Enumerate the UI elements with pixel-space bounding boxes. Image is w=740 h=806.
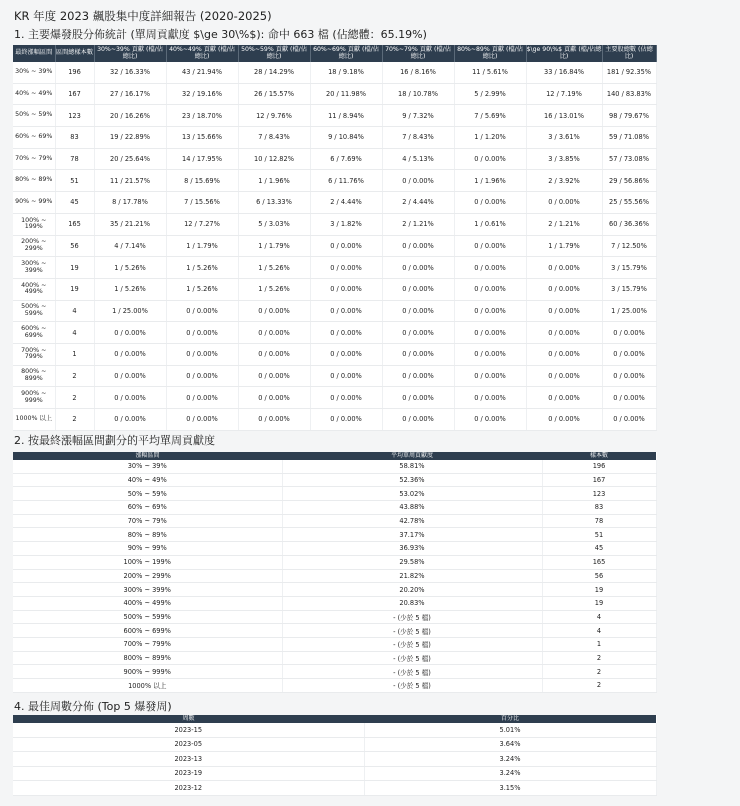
table-cell: 0 / 0.00% — [526, 365, 602, 387]
table-cell: 900% ~ 999% — [13, 665, 282, 679]
table-header-row — [13, 452, 656, 460]
table-cell: 2 — [55, 365, 94, 387]
table-cell: 13 / 15.66% — [166, 127, 238, 149]
report-title: KR 年度 2023 飆股集中度詳細報告 (2020-2025) — [14, 9, 272, 23]
table-cell: 0 / 0.00% — [310, 365, 382, 387]
table-cell: 1 / 25.00% — [602, 300, 656, 322]
table-cell: 27 / 16.17% — [94, 83, 166, 105]
table-cell: 60 / 36.36% — [602, 213, 656, 235]
table-cell: 0 / 0.00% — [310, 278, 382, 300]
table-cell: 100% ~ 199% — [13, 213, 55, 235]
table-cell: 0 / 0.00% — [454, 300, 526, 322]
table-row — [13, 501, 656, 515]
column-header: 周數 — [13, 715, 364, 723]
table-cell: 7 / 8.43% — [238, 127, 310, 149]
table-cell: 0 / 0.00% — [526, 387, 602, 409]
table-row — [13, 105, 656, 127]
table-cell: 4 — [55, 300, 94, 322]
table-cell: 14 / 17.95% — [166, 148, 238, 170]
table-row — [13, 766, 656, 781]
table-cell: 32 / 19.16% — [166, 83, 238, 105]
table-cell: 58.81% — [282, 460, 542, 473]
table-cell: 3 / 3.85% — [526, 148, 602, 170]
table-row — [13, 583, 656, 597]
table-cell: 0 / 0.00% — [238, 409, 310, 431]
table-cell: 0 / 0.00% — [238, 365, 310, 387]
table-cell: 0 / 0.00% — [382, 278, 454, 300]
table-cell: 0 / 0.00% — [166, 322, 238, 344]
table-cell: 0 / 0.00% — [602, 322, 656, 344]
table-cell: 11 / 5.61% — [454, 62, 526, 83]
table-cell: 0 / 0.00% — [94, 387, 166, 409]
table-cell: 0 / 0.00% — [526, 257, 602, 279]
table-row — [13, 555, 656, 569]
table-cell: 35 / 21.21% — [94, 213, 166, 235]
table-cell: 3.64% — [364, 737, 656, 752]
table-cell: 3 / 1.82% — [310, 213, 382, 235]
table-cell: 700% ~ 799% — [13, 637, 282, 651]
table-cell: 0 / 0.00% — [454, 192, 526, 214]
table-cell: 40% ~ 49% — [13, 83, 55, 105]
table-cell: 800% ~ 899% — [13, 365, 55, 387]
table-cell: 30% ~ 39% — [13, 460, 282, 473]
table-cell: 42.78% — [282, 514, 542, 528]
column-header: 60%~69% 貢獻 (檔/佔總比) — [310, 45, 382, 62]
table-cell: 16 / 13.01% — [526, 105, 602, 127]
table-cell: 2023-15 — [13, 723, 364, 737]
table-row — [13, 651, 656, 665]
table-cell: 0 / 0.00% — [310, 257, 382, 279]
table-row — [13, 528, 656, 542]
table-cell: 78 — [542, 514, 656, 528]
table-cell: 20.83% — [282, 596, 542, 610]
table-cell: 0 / 0.00% — [454, 343, 526, 365]
table-cell: 30% ~ 39% — [13, 62, 55, 83]
table-row — [13, 62, 656, 83]
table-row — [13, 487, 656, 501]
table-cell: 1 / 1.96% — [454, 170, 526, 192]
table-cell: 32 / 16.33% — [94, 62, 166, 83]
table-cell: 2 / 1.21% — [526, 213, 602, 235]
table-row — [13, 624, 656, 638]
table-cell: 400% ~ 499% — [13, 596, 282, 610]
table-cell: 18 / 10.78% — [382, 83, 454, 105]
table-row — [13, 83, 656, 105]
table-row — [13, 322, 656, 344]
table-cell: 0 / 0.00% — [602, 365, 656, 387]
table-row — [13, 473, 656, 487]
table-row — [13, 610, 656, 624]
table-cell: 10 / 12.82% — [238, 148, 310, 170]
table-row — [13, 387, 656, 409]
table-cell: 16 / 8.16% — [382, 62, 454, 83]
column-header: 50%~59% 貢獻 (檔/佔總比) — [238, 45, 310, 62]
table-row — [13, 637, 656, 651]
table-cell: 29.58% — [282, 555, 542, 569]
table-cell: 50% ~ 59% — [13, 105, 55, 127]
table-cell: 26 / 15.57% — [238, 83, 310, 105]
table-cell: - (少於 5 檔) — [282, 651, 542, 665]
table-cell: 1 / 1.79% — [166, 235, 238, 257]
table-row — [13, 596, 656, 610]
table-row — [13, 460, 656, 473]
table-cell: 9 / 10.84% — [310, 127, 382, 149]
table-cell: 1 / 0.61% — [454, 213, 526, 235]
table-cell: 45 — [542, 542, 656, 556]
table-cell: 51 — [542, 528, 656, 542]
table-cell: 1 / 1.20% — [454, 127, 526, 149]
table-cell: 6 / 11.76% — [310, 170, 382, 192]
table-cell: 2023-12 — [13, 781, 364, 796]
column-header: 百分比 — [364, 715, 656, 723]
table-cell: 700% ~ 799% — [13, 343, 55, 365]
table-cell: 2023-13 — [13, 752, 364, 767]
table-cell: 83 — [55, 127, 94, 149]
table-cell: 2 / 3.92% — [526, 170, 602, 192]
table-row — [13, 127, 656, 149]
table-cell: 0 / 0.00% — [382, 387, 454, 409]
table-cell: 8 / 17.78% — [94, 192, 166, 214]
table-cell: 0 / 0.00% — [238, 322, 310, 344]
table-cell: 80% ~ 89% — [13, 528, 282, 542]
table-cell: 300% ~ 399% — [13, 583, 282, 597]
table-row — [13, 148, 656, 170]
table-cell: 165 — [542, 555, 656, 569]
table-cell: 8 / 15.69% — [166, 170, 238, 192]
table-cell: 0 / 0.00% — [310, 235, 382, 257]
table-cell: 6 / 13.33% — [238, 192, 310, 214]
table-row — [13, 679, 656, 693]
table-cell: 3.15% — [364, 781, 656, 796]
table-cell: 2 / 4.44% — [382, 192, 454, 214]
table-cell: 600% ~ 699% — [13, 624, 282, 638]
table-cell: 20 / 11.98% — [310, 83, 382, 105]
table-cell: 167 — [55, 83, 94, 105]
table-cell: 28 / 14.29% — [238, 62, 310, 83]
table-cell: 45 — [55, 192, 94, 214]
table-cell: 6 / 7.69% — [310, 148, 382, 170]
table-cell: 1 — [542, 637, 656, 651]
table-cell: 7 / 15.56% — [166, 192, 238, 214]
table-cell: 19 — [542, 596, 656, 610]
table-cell: 4 / 5.13% — [382, 148, 454, 170]
table-cell: 51 — [55, 170, 94, 192]
table-cell: 3 / 15.79% — [602, 278, 656, 300]
table-cell: 7 / 8.43% — [382, 127, 454, 149]
table-cell: 0 / 0.00% — [454, 365, 526, 387]
table-row — [13, 781, 656, 796]
table-cell: 90% ~ 99% — [13, 542, 282, 556]
table-cell: 1 / 5.26% — [94, 278, 166, 300]
table-cell: 56 — [542, 569, 656, 583]
table-cell: 23 / 18.70% — [166, 105, 238, 127]
table-cell: 2 — [542, 679, 656, 693]
table-cell: 1 / 5.26% — [166, 278, 238, 300]
table-cell: 9 / 7.32% — [382, 105, 454, 127]
table-cell: 3.24% — [364, 752, 656, 767]
table-cell: 11 / 21.57% — [94, 170, 166, 192]
average-contribution-table — [13, 452, 657, 693]
table-cell: 0 / 0.00% — [454, 387, 526, 409]
table-cell: 1 / 5.26% — [238, 257, 310, 279]
table-cell: 0 / 0.00% — [382, 300, 454, 322]
table-cell: 7 / 5.69% — [454, 105, 526, 127]
table-cell: 2 — [55, 387, 94, 409]
table-cell: 21.82% — [282, 569, 542, 583]
column-header: 主要股總數 (佔總比) — [602, 45, 656, 62]
table-row — [13, 723, 656, 737]
table-cell: 40% ~ 49% — [13, 473, 282, 487]
table-row — [13, 170, 656, 192]
section4-heading: 4. 最佳周數分佈 (Top 5 爆發周) — [14, 700, 172, 713]
table-cell: 167 — [542, 473, 656, 487]
table-cell: 0 / 0.00% — [310, 322, 382, 344]
table-cell: 800% ~ 899% — [13, 651, 282, 665]
table-cell: 12 / 9.76% — [238, 105, 310, 127]
table-cell: 0 / 0.00% — [454, 322, 526, 344]
table-cell: 80% ~ 89% — [13, 170, 55, 192]
table-row — [13, 343, 656, 365]
table-cell: 90% ~ 99% — [13, 192, 55, 214]
table-cell: 18 / 9.18% — [310, 62, 382, 83]
table-row — [13, 569, 656, 583]
table-cell: 4 — [542, 610, 656, 624]
table-cell: 0 / 0.00% — [526, 343, 602, 365]
table-cell: 1 — [55, 343, 94, 365]
table-header-row — [13, 45, 656, 62]
table-cell: 0 / 0.00% — [166, 365, 238, 387]
table-row — [13, 752, 656, 767]
table-cell: 0 / 0.00% — [454, 278, 526, 300]
table-cell: 3 / 15.79% — [602, 257, 656, 279]
table-cell: 1 / 1.96% — [238, 170, 310, 192]
table-cell: 0 / 0.00% — [166, 409, 238, 431]
table-cell: 0 / 0.00% — [382, 257, 454, 279]
table-row — [13, 737, 656, 752]
table-cell: 0 / 0.00% — [382, 170, 454, 192]
table-cell: 98 / 79.67% — [602, 105, 656, 127]
column-header: 區間總樣本數 — [55, 45, 94, 62]
table-cell: - (少於 5 檔) — [282, 665, 542, 679]
table-cell: 1000% 以上 — [13, 409, 55, 431]
table-cell: 57 / 73.08% — [602, 148, 656, 170]
table-cell: 20 / 16.26% — [94, 105, 166, 127]
table-cell: 0 / 0.00% — [166, 300, 238, 322]
table-cell: 53.02% — [282, 487, 542, 501]
table-row — [13, 300, 656, 322]
table-cell: 900% ~ 999% — [13, 387, 55, 409]
table-cell: 0 / 0.00% — [238, 343, 310, 365]
table-cell: 0 / 0.00% — [454, 257, 526, 279]
table-cell: 196 — [542, 460, 656, 473]
table-cell: 5.01% — [364, 723, 656, 737]
table-cell: 7 / 12.50% — [602, 235, 656, 257]
table-cell: 4 — [55, 322, 94, 344]
table-cell: 36.93% — [282, 542, 542, 556]
table-row — [13, 409, 656, 431]
table-cell: 0 / 0.00% — [382, 322, 454, 344]
table-cell: 20 / 25.64% — [94, 148, 166, 170]
table-cell: 1 / 25.00% — [94, 300, 166, 322]
table-cell: 0 / 0.00% — [602, 343, 656, 365]
table-cell: 3.24% — [364, 766, 656, 781]
table-cell: 0 / 0.00% — [94, 409, 166, 431]
table-cell: 1 / 1.79% — [526, 235, 602, 257]
table-cell: 0 / 0.00% — [310, 343, 382, 365]
table-row — [13, 665, 656, 679]
table-cell: 37.17% — [282, 528, 542, 542]
table-cell: - (少於 5 檔) — [282, 624, 542, 638]
table-row — [13, 278, 656, 300]
table-cell: 0 / 0.00% — [526, 278, 602, 300]
column-header: 平均單周貢獻度 — [282, 452, 542, 460]
table-cell: 56 — [55, 235, 94, 257]
table-cell: 12 / 7.19% — [526, 83, 602, 105]
table-row — [13, 235, 656, 257]
table-cell: 0 / 0.00% — [94, 365, 166, 387]
table-cell: 20.20% — [282, 583, 542, 597]
table-cell: 43.88% — [282, 501, 542, 515]
table-cell: 12 / 7.27% — [166, 213, 238, 235]
table-cell: 29 / 56.86% — [602, 170, 656, 192]
table-cell: 0 / 0.00% — [526, 409, 602, 431]
column-header: $\ge 90\%$ 貢獻 (檔/佔總比) — [526, 45, 602, 62]
column-header: 樣本數 — [542, 452, 656, 460]
table-cell: 0 / 0.00% — [310, 300, 382, 322]
table-cell: 70% ~ 79% — [13, 148, 55, 170]
table-cell: 2 — [542, 651, 656, 665]
table-cell: 0 / 0.00% — [382, 343, 454, 365]
table-cell: 50% ~ 59% — [13, 487, 282, 501]
table-cell: 2023-19 — [13, 766, 364, 781]
table-cell: 11 / 8.94% — [310, 105, 382, 127]
table-cell: 0 / 0.00% — [454, 235, 526, 257]
section2-heading: 2. 按最終漲幅區間劃分的平均單周貢獻度 — [14, 434, 215, 447]
table-cell: 165 — [55, 213, 94, 235]
table-cell: 60% ~ 69% — [13, 127, 55, 149]
table-cell: 1 / 5.26% — [166, 257, 238, 279]
table-cell: 0 / 0.00% — [94, 343, 166, 365]
table-cell: 1 / 5.26% — [94, 257, 166, 279]
column-header: 漲幅區間 — [13, 452, 282, 460]
table-cell: 52.36% — [282, 473, 542, 487]
table-row — [13, 257, 656, 279]
table-cell: 70% ~ 79% — [13, 514, 282, 528]
table-cell: 500% ~ 599% — [13, 300, 55, 322]
table-cell: 0 / 0.00% — [526, 322, 602, 344]
table-cell: 4 / 7.14% — [94, 235, 166, 257]
table-cell: 200% ~ 299% — [13, 235, 55, 257]
table-cell: 0 / 0.00% — [602, 387, 656, 409]
table-cell: 123 — [542, 487, 656, 501]
table-cell: 2 / 1.21% — [382, 213, 454, 235]
table-row — [13, 542, 656, 556]
table-cell: 300% ~ 399% — [13, 257, 55, 279]
table-cell: 5 / 2.99% — [454, 83, 526, 105]
section1-heading: 1. 主要爆發股分佈統計 (單周貢獻度 $\ge 30\%$): 命中 663 檔 (佔總體：65.19%) — [14, 28, 427, 41]
table-cell: 196 — [55, 62, 94, 83]
table-cell: 0 / 0.00% — [454, 148, 526, 170]
table-cell: 19 — [55, 257, 94, 279]
table-cell: 33 / 16.84% — [526, 62, 602, 83]
table-cell: 19 — [542, 583, 656, 597]
table-cell: 400% ~ 499% — [13, 278, 55, 300]
table-cell: 0 / 0.00% — [238, 387, 310, 409]
table-header-row — [13, 715, 656, 723]
table-cell: 19 — [55, 278, 94, 300]
table-cell: 25 / 55.56% — [602, 192, 656, 214]
table-row — [13, 192, 656, 214]
column-header: 40%~49% 貢獻 (檔/佔總比) — [166, 45, 238, 62]
table-cell: 0 / 0.00% — [382, 235, 454, 257]
table-cell: 0 / 0.00% — [382, 365, 454, 387]
table-cell: 600% ~ 699% — [13, 322, 55, 344]
table-cell: 59 / 71.08% — [602, 127, 656, 149]
table-cell: 100% ~ 199% — [13, 555, 282, 569]
table-cell: 0 / 0.00% — [238, 300, 310, 322]
table-cell: - (少於 5 檔) — [282, 679, 542, 693]
table-cell: - (少於 5 檔) — [282, 610, 542, 624]
table-cell: 1 / 1.79% — [238, 235, 310, 257]
table-cell: 200% ~ 299% — [13, 569, 282, 583]
table-cell: 0 / 0.00% — [382, 409, 454, 431]
table-cell: 0 / 0.00% — [94, 322, 166, 344]
table-cell: 0 / 0.00% — [166, 387, 238, 409]
column-header: 30%~39% 貢獻 (檔/佔總比) — [94, 45, 166, 62]
table-cell: 60% ~ 69% — [13, 501, 282, 515]
table-cell: 43 / 21.94% — [166, 62, 238, 83]
table-cell: 500% ~ 599% — [13, 610, 282, 624]
table-cell: 2023-05 — [13, 737, 364, 752]
best-week-table — [13, 715, 657, 796]
table-row — [13, 514, 656, 528]
table-cell: 2 / 4.44% — [310, 192, 382, 214]
column-header: 最終漲幅區間 — [13, 45, 55, 62]
table-cell: 0 / 0.00% — [602, 409, 656, 431]
table-cell: 181 / 92.35% — [602, 62, 656, 83]
column-header: 70%~79% 貢獻 (檔/佔總比) — [382, 45, 454, 62]
table-cell: 83 — [542, 501, 656, 515]
table-cell: 4 — [542, 624, 656, 638]
table-cell: 0 / 0.00% — [526, 300, 602, 322]
table-row — [13, 365, 656, 387]
table-cell: 19 / 22.89% — [94, 127, 166, 149]
table-cell: 78 — [55, 148, 94, 170]
table-cell: 2 — [542, 665, 656, 679]
table-cell: 2 — [55, 409, 94, 431]
table-cell: 1 / 5.26% — [238, 278, 310, 300]
table-cell: 3 / 3.61% — [526, 127, 602, 149]
table-cell: 0 / 0.00% — [454, 409, 526, 431]
table-cell: 0 / 0.00% — [310, 387, 382, 409]
table-cell: 0 / 0.00% — [310, 409, 382, 431]
distribution-table — [13, 45, 657, 431]
table-cell: 1000% 以上 — [13, 679, 282, 693]
table-cell: 123 — [55, 105, 94, 127]
table-row — [13, 213, 656, 235]
table-cell: - (少於 5 檔) — [282, 637, 542, 651]
table-cell: 0 / 0.00% — [526, 192, 602, 214]
table-cell: 0 / 0.00% — [166, 343, 238, 365]
table-cell: 5 / 3.03% — [238, 213, 310, 235]
table-cell: 140 / 83.83% — [602, 83, 656, 105]
column-header: 80%~89% 貢獻 (檔/佔總比) — [454, 45, 526, 62]
